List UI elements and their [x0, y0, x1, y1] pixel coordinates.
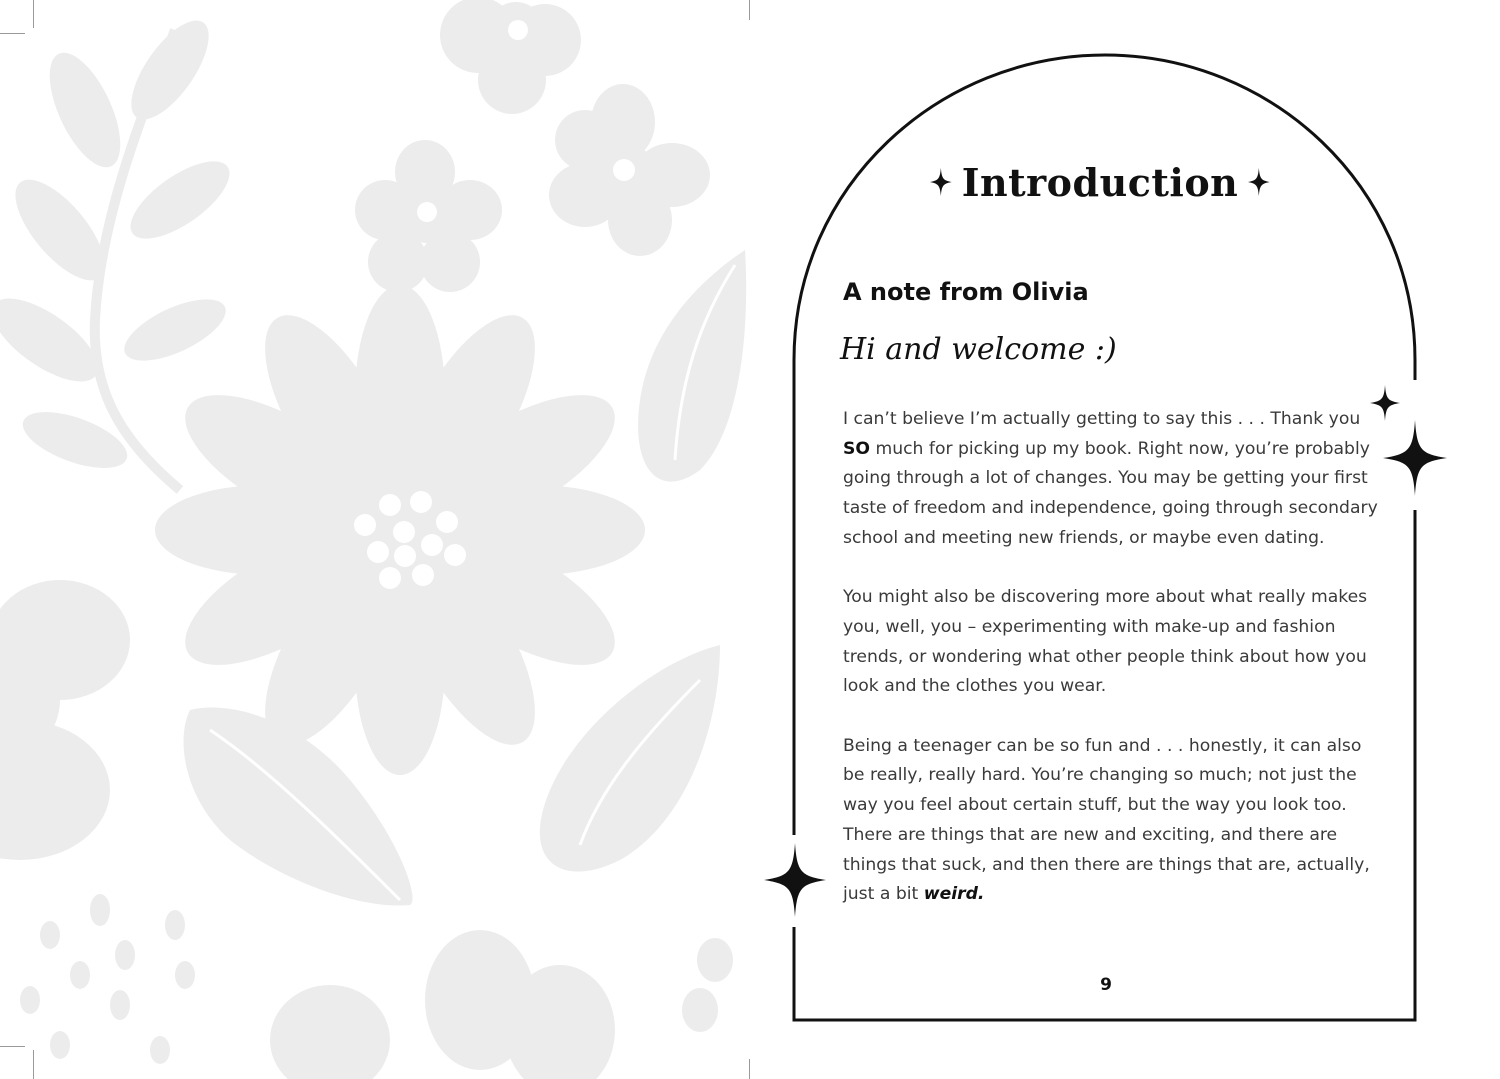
section-heading: A note from Olivia — [843, 278, 1089, 306]
right-page — [750, 0, 1500, 1079]
paragraph-text: Being a teenager can be so fun and . . . honestly, it can also be really, really hard. You’re changing so much; not just the way you feel about certain stuff, but the way you look too. There are things that are new and exciting, and there are things that suck, and then there are things that are, actually, just a bit — [843, 735, 1370, 905]
page-number: 9 — [1100, 975, 1112, 995]
crop-mark — [33, 0, 34, 28]
bottom-flowers — [270, 930, 733, 1079]
title-row — [930, 152, 1270, 212]
page-title: Introduction — [961, 159, 1239, 205]
partial-flower-left — [0, 580, 130, 860]
emphasis-text: weird. — [923, 884, 985, 905]
crop-mark — [33, 1050, 34, 1079]
four-point-star-icon — [1248, 165, 1270, 199]
paragraph — [843, 405, 1378, 554]
four-point-star-icon — [764, 843, 826, 917]
crop-mark — [0, 1046, 25, 1047]
dot-cluster — [20, 894, 195, 1064]
four-point-star-icon — [930, 165, 952, 199]
paragraph-text: You might also be discovering more about what really makes you, well, you – experimenting with make-up and fashion trends, or wondering what other people think about how you look and the clothes you wear. — [843, 587, 1368, 697]
four-point-star-icon — [1383, 420, 1447, 496]
body-text — [843, 405, 1378, 940]
paragraph — [843, 732, 1378, 910]
paragraph — [843, 583, 1378, 702]
handwritten-greeting: Hi and welcome :) — [840, 332, 1117, 367]
paragraph-text: much for picking up my book. Right now, you’re probably going through a lot of changes. You may be getting your first taste of freedom and independence, going through secondary school and meeting new friends, or maybe even dating. — [843, 438, 1378, 548]
emphasis-text: SO — [843, 438, 870, 459]
crop-mark — [0, 33, 25, 34]
small-flower-top — [440, 0, 581, 114]
four-point-star-icon — [1370, 385, 1400, 421]
paragraph-text: I can’t believe I’m actually getting to say this . . . Thank you — [843, 409, 1361, 429]
